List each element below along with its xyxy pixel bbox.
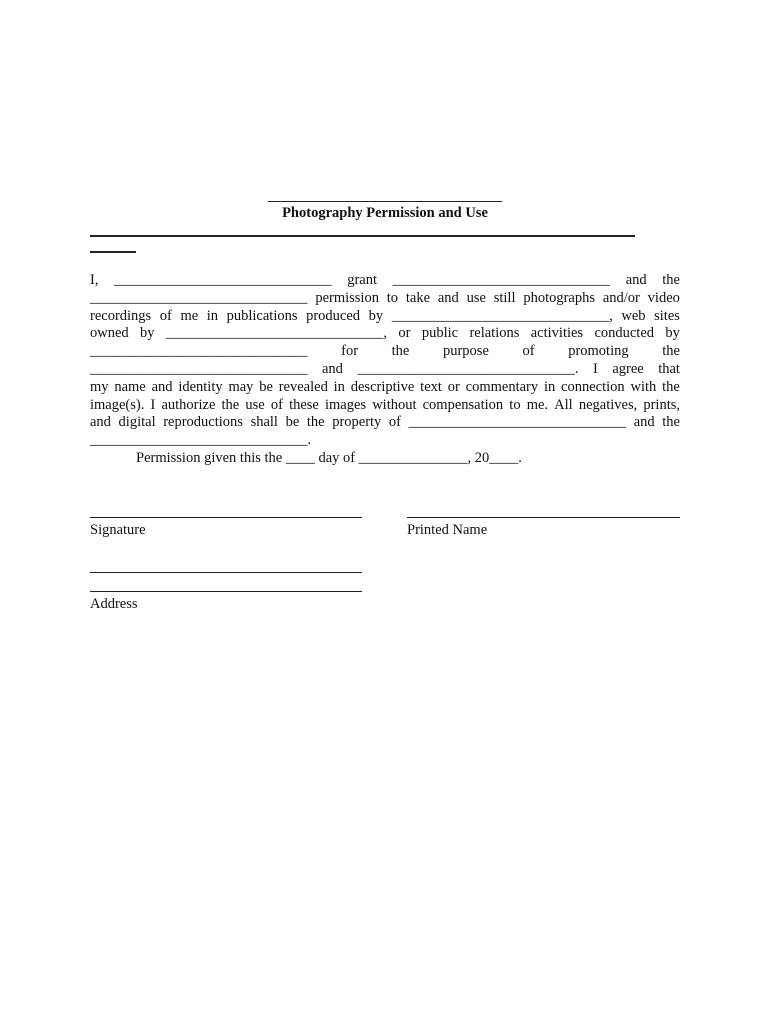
body-word: the (306, 414, 325, 431)
body-word: video (647, 289, 680, 306)
body-line (90, 308, 680, 326)
body-word: relations (469, 325, 520, 342)
body-word: public (421, 325, 459, 342)
body-line (90, 325, 680, 343)
body-word: still (493, 289, 516, 306)
body-word: or (398, 325, 411, 342)
body-word: and (625, 272, 647, 288)
body-last-line: ______________________________. (90, 432, 312, 449)
body-word: with (630, 378, 657, 395)
body-word: purpose (442, 343, 489, 360)
body-word: that (658, 360, 680, 377)
body-word: or (447, 378, 460, 395)
body-word: publications (226, 307, 298, 324)
body-word: ______________________________ (90, 289, 308, 306)
permission-body (90, 272, 680, 468)
body-word: property (332, 414, 382, 431)
body-word: the (662, 414, 680, 431)
body-word: of (522, 343, 535, 360)
body-line (90, 272, 680, 290)
body-word: authorize (161, 396, 216, 413)
body-word: and (321, 360, 343, 377)
body-word: be (259, 378, 273, 395)
body-word: and (633, 414, 655, 431)
body-word: ______________________________ (408, 414, 627, 431)
body-word: in (543, 378, 556, 395)
body-word: by (140, 325, 155, 342)
body-word: images (324, 396, 367, 413)
body-line (90, 397, 680, 415)
body-word: I (150, 396, 156, 413)
body-word: compensation (422, 396, 504, 413)
body-line (90, 414, 680, 432)
body-word: I, (90, 272, 99, 288)
body-word: by (368, 307, 384, 324)
body-word: the (662, 343, 680, 360)
body-line (90, 343, 680, 361)
body-word: these (289, 396, 319, 413)
body-word: commentary (465, 378, 539, 395)
signature-row (90, 517, 680, 557)
body-word: grant (347, 272, 377, 288)
body-word: ______________________________. (357, 360, 579, 377)
printed-name-block (407, 517, 680, 539)
body-word: image(s). (90, 396, 145, 413)
body-word: the (391, 343, 410, 360)
body-word: reproductions (163, 414, 243, 431)
body-line (90, 379, 680, 397)
body-word: by (665, 325, 680, 342)
body-word: conducted (594, 325, 655, 342)
permission-date-line: Permission given this the ____ day of _______________, 20____. (136, 449, 522, 466)
body-word: recordings (90, 307, 152, 324)
body-word: without (372, 396, 417, 413)
body-word: use (245, 396, 265, 413)
printed-name-label: Printed Name (407, 522, 488, 538)
address-block (90, 572, 362, 613)
body-word: and (151, 378, 173, 395)
body-word: digital (118, 414, 156, 431)
body-word: in (333, 378, 345, 395)
printed-name-line[interactable] (407, 517, 680, 518)
body-word: the (221, 396, 240, 413)
body-word: prints, (643, 396, 680, 413)
body-word: for (341, 343, 359, 360)
body-word: me. (526, 396, 549, 413)
body-word: of (159, 307, 172, 324)
signature-block (90, 517, 362, 539)
body-word: descriptive (350, 378, 415, 395)
body-word: agree (612, 360, 644, 377)
body-word: ______________________________ (114, 272, 332, 288)
body-word: connection (561, 378, 625, 395)
body-word: and (90, 414, 111, 431)
body-word: of (270, 396, 283, 413)
address-line-1[interactable] (90, 572, 362, 573)
body-word: in (206, 307, 219, 324)
body-word: negatives, (578, 396, 638, 413)
body-word: my (90, 378, 109, 395)
body-word: activities (530, 325, 584, 342)
body-word: of (388, 414, 402, 431)
body-word: permission (315, 289, 379, 306)
body-word: be (285, 414, 300, 431)
body-word: identity (178, 378, 223, 395)
body-word: and (437, 289, 459, 306)
body-word: name (114, 378, 146, 395)
body-word: to (386, 289, 399, 306)
body-word: the (662, 272, 680, 288)
body-line (90, 290, 680, 308)
document-title: Photography Permission and Use (282, 205, 488, 221)
body-word: and/or (602, 289, 640, 306)
body-word: ______________________________ (392, 272, 611, 288)
body-word: use (466, 289, 486, 306)
address-line-2[interactable] (90, 591, 362, 592)
heading-rule-long (90, 235, 635, 237)
body-word: text (420, 378, 442, 395)
body-word: I (593, 360, 598, 377)
body-word: take (405, 289, 431, 306)
body-word: photographs (523, 289, 595, 306)
body-word: ______________________________ (90, 360, 308, 377)
body-word: All (554, 396, 573, 413)
body-word: may (228, 378, 254, 395)
body-word: promoting (568, 343, 629, 360)
body-word: sites (654, 307, 680, 324)
body-word: revealed (278, 378, 328, 395)
heading-rule-short (90, 251, 136, 253)
body-word: ______________________________, (391, 307, 613, 324)
body-word: ______________________________, (165, 325, 388, 342)
body-word: owned (90, 325, 129, 342)
signature-line[interactable] (90, 517, 362, 518)
body-word: produced (306, 307, 361, 324)
body-word: me (180, 307, 199, 324)
signature-label: Signature (90, 522, 146, 538)
body-word: ______________________________ (90, 343, 308, 360)
address-label: Address (90, 596, 138, 612)
body-line (90, 361, 680, 379)
body-word: shall (250, 414, 278, 431)
body-word: to (509, 396, 521, 413)
body-word: web (621, 307, 646, 324)
title-top-rule (268, 201, 502, 202)
body-word: the (662, 378, 680, 395)
